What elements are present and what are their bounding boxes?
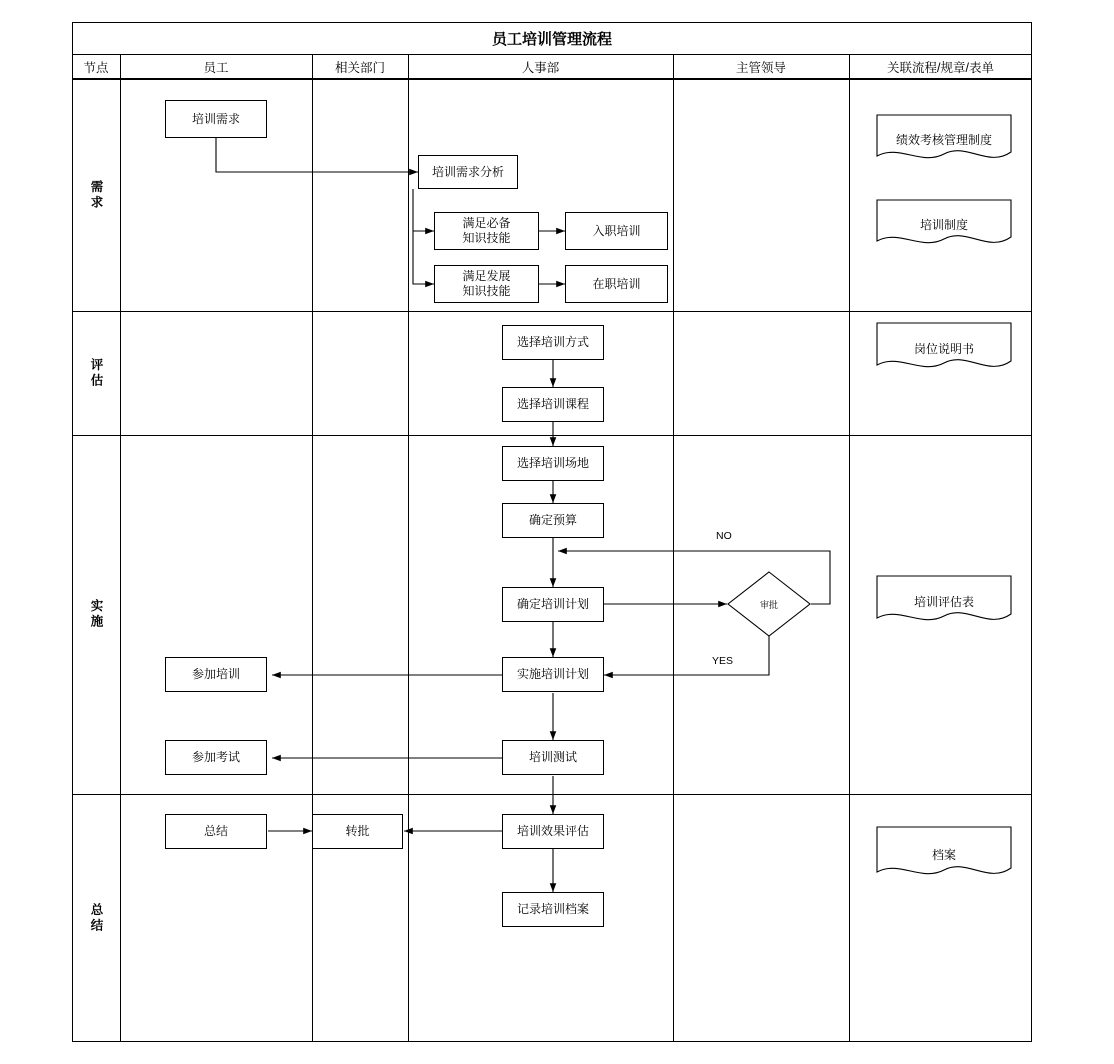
node-choose-venue[interactable]: 选择培训场地 xyxy=(502,446,604,481)
node-training-need[interactable]: 培训需求 xyxy=(165,100,267,138)
doc-perf-system[interactable] xyxy=(876,114,1012,164)
node-onboard-training[interactable]: 入职培训 xyxy=(565,212,668,250)
node-meet-dev-line2: 知识技能 xyxy=(462,284,511,298)
node-choose-course[interactable]: 选择培训课程 xyxy=(502,387,604,422)
node-meet-basic-line1: 满足必备 xyxy=(462,216,511,230)
node-meet-dev[interactable] xyxy=(434,265,539,303)
row-label-execute: 实施 xyxy=(89,599,103,630)
node-confirm-budget[interactable]: 确定预算 xyxy=(502,503,604,538)
node-approval[interactable] xyxy=(727,571,811,637)
node-forward-approval[interactable]: 转批 xyxy=(312,814,403,849)
node-attend-training[interactable]: 参加培训 xyxy=(165,657,267,692)
node-attend-exam[interactable]: 参加考试 xyxy=(165,740,267,775)
col-divider-2 xyxy=(312,55,313,1042)
doc-eval-form[interactable] xyxy=(876,575,1012,627)
doc-eval-form-label: 培训评估表 xyxy=(913,594,974,609)
col-header-refs: 关联流程/规章/表单 xyxy=(849,55,1032,79)
node-approval-label: 审批 xyxy=(759,599,778,610)
doc-archive-label: 档案 xyxy=(931,847,956,862)
node-training-test[interactable]: 培训测试 xyxy=(502,740,604,775)
doc-job-desc[interactable] xyxy=(876,322,1012,374)
node-need-analysis[interactable]: 培训需求分析 xyxy=(418,155,518,189)
col-header-employee: 员工 xyxy=(120,55,312,79)
node-choose-method[interactable]: 选择培训方式 xyxy=(502,325,604,360)
edge-label-yes: YES xyxy=(712,655,734,667)
node-record-archive[interactable]: 记录培训档案 xyxy=(502,892,604,927)
col-divider-5 xyxy=(849,55,850,1042)
col-divider-3 xyxy=(408,55,409,1042)
row-label-assess: 评估 xyxy=(89,357,103,389)
col-divider-4 xyxy=(673,55,674,1042)
node-execute-plan[interactable]: 实施培训计划 xyxy=(502,657,604,692)
row-divider-3 xyxy=(72,794,1032,795)
edge-label-no: NO xyxy=(716,530,732,542)
node-confirm-plan[interactable]: 确定培训计划 xyxy=(502,587,604,622)
doc-training-system-label: 培训制度 xyxy=(919,217,968,232)
node-summary[interactable]: 总结 xyxy=(165,814,267,849)
node-meet-dev-line1: 满足发展 xyxy=(462,269,511,283)
doc-archive[interactable] xyxy=(876,826,1012,882)
doc-perf-system-label: 绩效考核管理制度 xyxy=(895,132,992,147)
row-divider-2 xyxy=(72,435,1032,436)
node-meet-basic-line2: 知识技能 xyxy=(462,231,511,245)
doc-training-system[interactable] xyxy=(876,199,1012,249)
col-header-related-dept: 相关部门 xyxy=(312,55,408,79)
node-effect-eval[interactable]: 培训效果评估 xyxy=(502,814,604,849)
col-header-node: 节点 xyxy=(72,55,120,79)
row-label-summary: 总结 xyxy=(89,902,103,934)
row-divider-1 xyxy=(72,311,1032,312)
col-divider-1 xyxy=(120,55,121,1042)
node-meet-basic[interactable] xyxy=(434,212,539,250)
row-label-demand: 需求 xyxy=(89,179,103,211)
node-onjob-training[interactable]: 在职培训 xyxy=(565,265,668,303)
doc-job-desc-label: 岗位说明书 xyxy=(913,341,974,356)
col-header-leader: 主管领导 xyxy=(673,55,849,79)
col-header-hr: 人事部 xyxy=(408,55,673,79)
row-divider-header xyxy=(72,79,1032,80)
page-title: 员工培训管理流程 xyxy=(72,22,1032,55)
